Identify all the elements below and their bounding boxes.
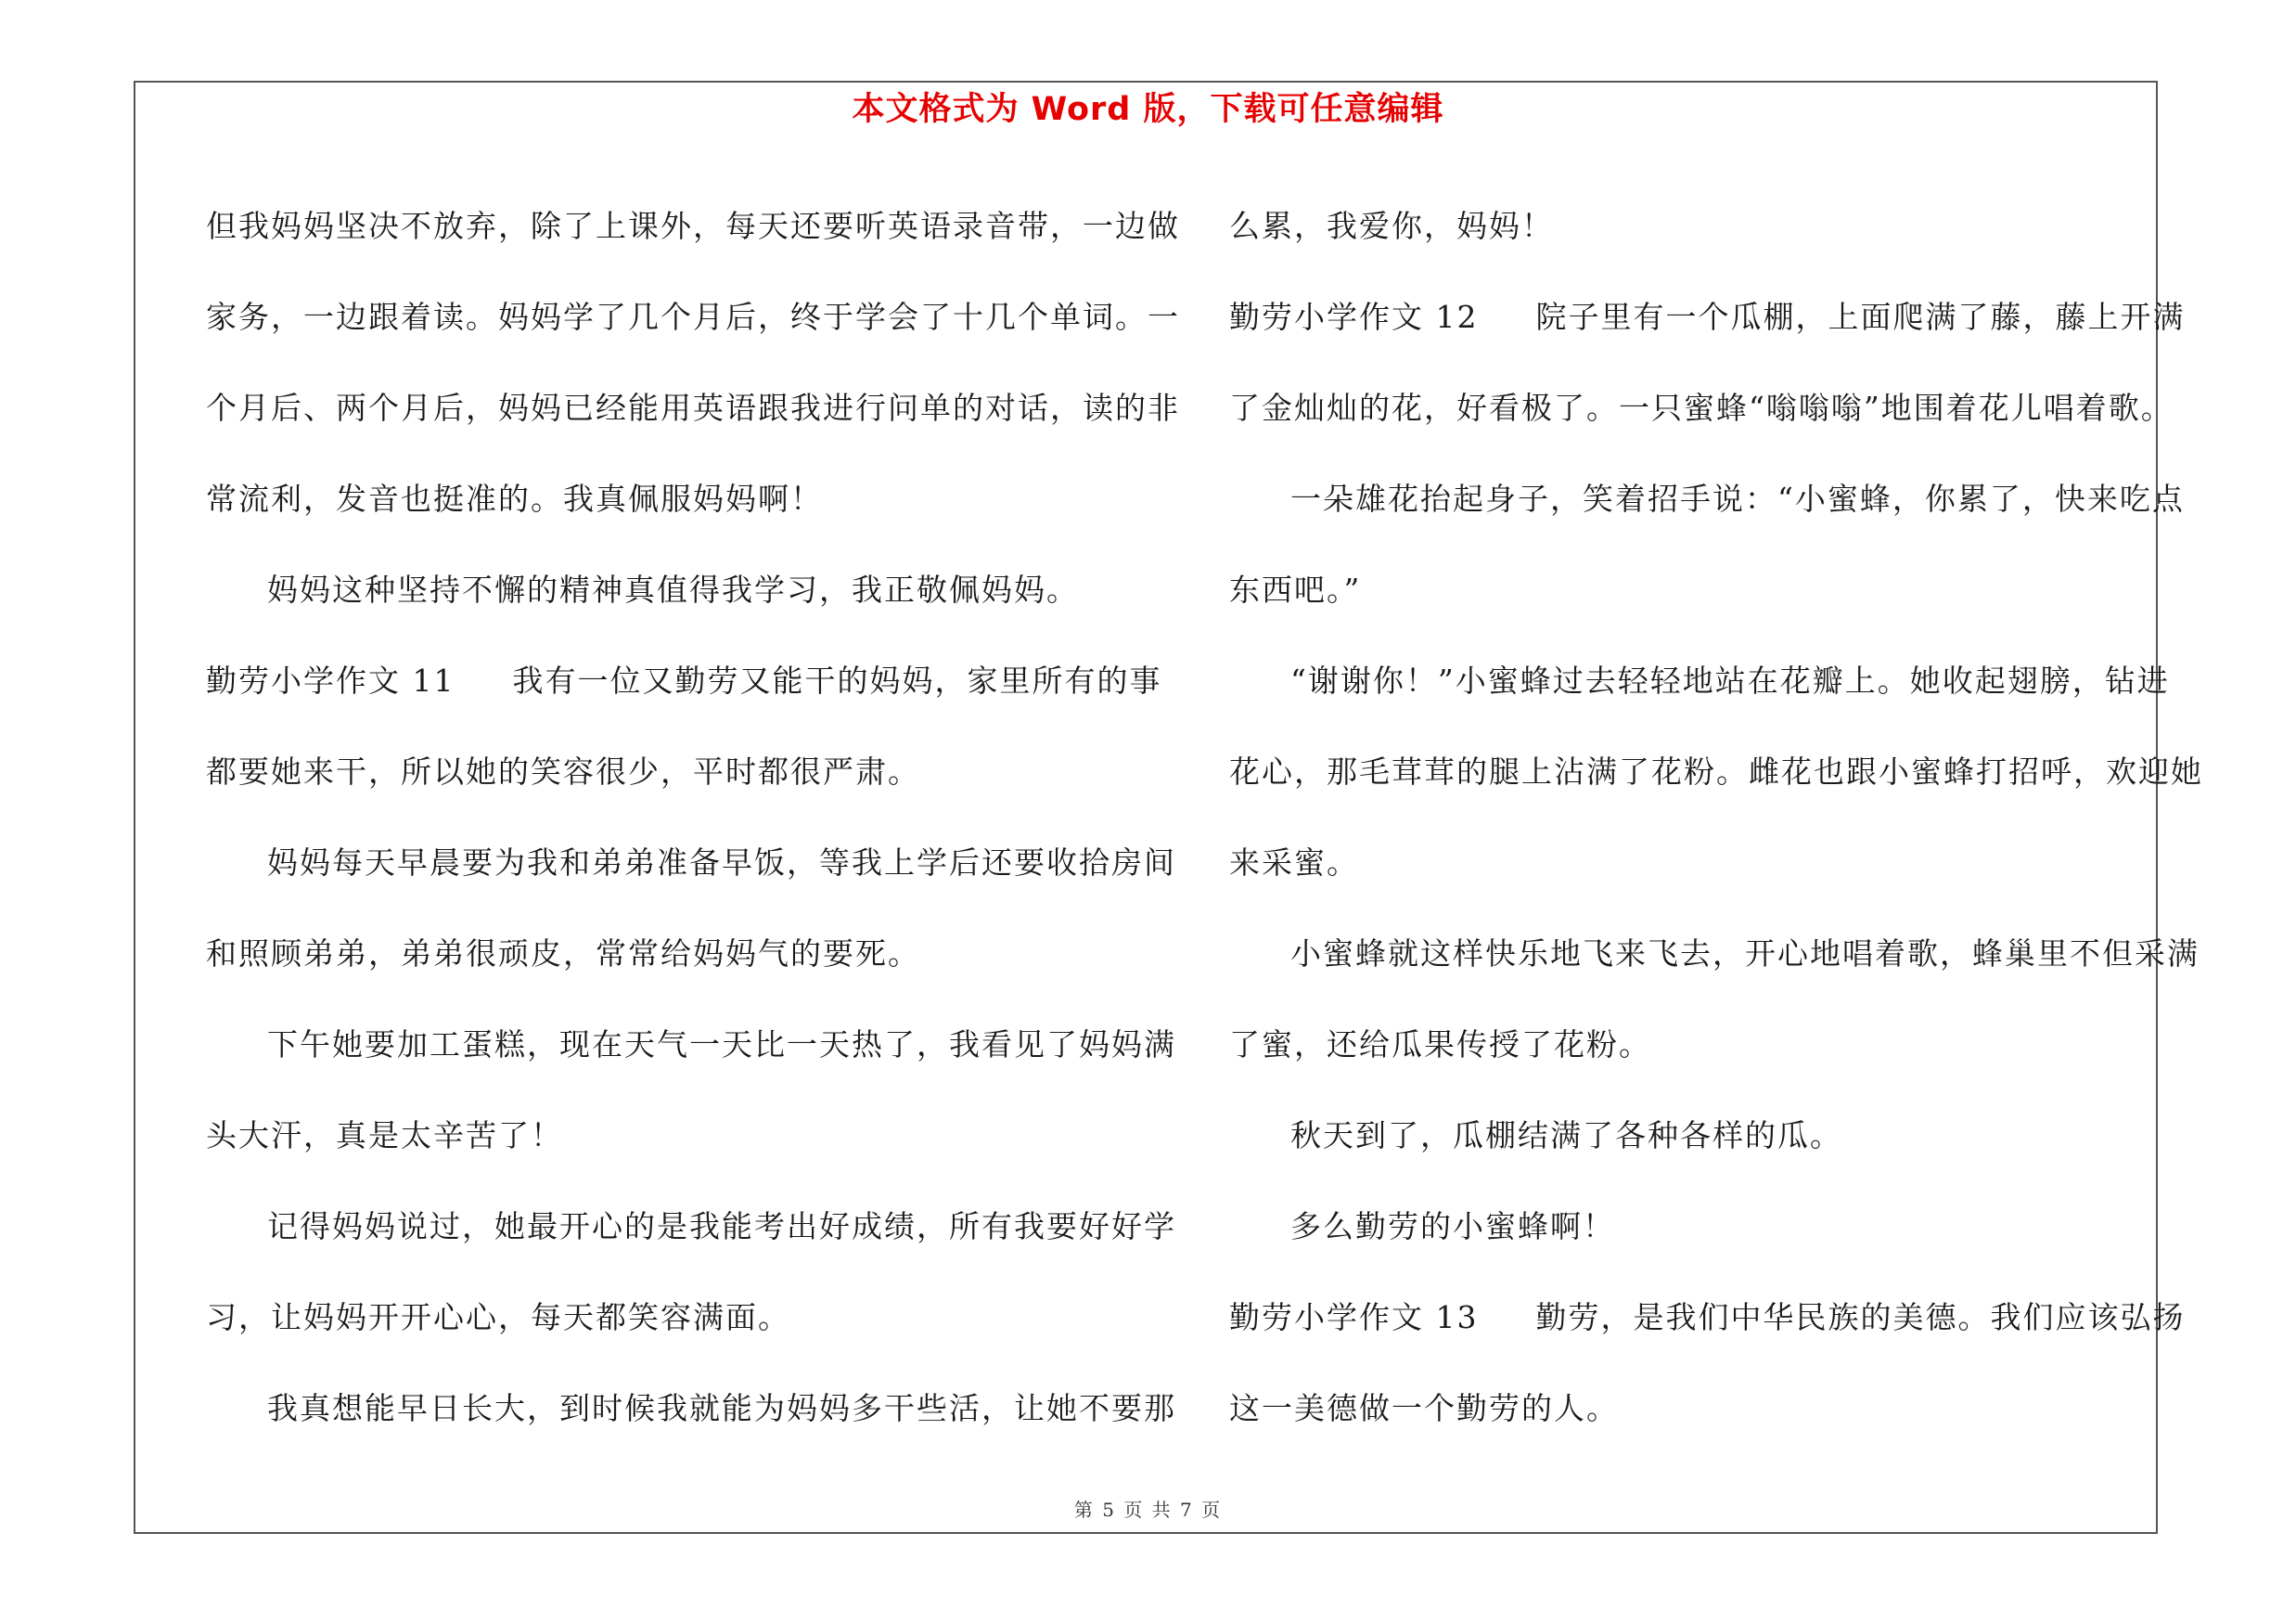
paragraph-line: 一朵雄花抬起身子，笑着招手说：“小蜜蜂，你累了，快来吃点 xyxy=(1290,481,2185,517)
paragraph-line: 习，让妈妈开开心心，每天都笑容满面。 xyxy=(206,1299,790,1335)
paragraph-line: 妈妈每天早晨要为我和弟弟准备早饭，等我上学后还要收拾房间 xyxy=(267,844,1176,881)
essay-first-line: 勤劳，是我们中华民族的美德。我们应该弘扬 xyxy=(1535,1299,2186,1335)
paragraph-line: 妈妈这种坚持不懈的精神真值得我学习，我正敬佩妈妈。 xyxy=(267,572,1079,608)
essay-title: 勤劳小学作文 12 xyxy=(1229,299,1479,335)
essay-title: 勤劳小学作文 13 xyxy=(1229,1299,1479,1335)
essay-first-line: 我有一位又勤劳又能干的妈妈，家里所有的事 xyxy=(512,663,1162,699)
paragraph-line: 这一美德做一个勤劳的人。 xyxy=(1229,1390,1619,1426)
paragraph-line: 东西吧。” xyxy=(1229,572,1362,608)
paragraph-line: 个月后、两个月后，妈妈已经能用英语跟我进行问单的对话，读的非 xyxy=(206,390,1180,426)
paragraph-line: 和照顾弟弟，弟弟很顽皮，常常给妈妈气的要死。 xyxy=(206,935,920,972)
paragraph-line: 都要她来干，所以她的笑容很少，平时都很严肃。 xyxy=(206,754,920,790)
essay-heading-line xyxy=(1229,1272,2186,1363)
paragraph-line: 了金灿灿的花，好看极了。一只蜜蜂“嗡嗡嗡”地围着花儿唱着歌。 xyxy=(1229,390,2174,426)
paragraph-line: 我真想能早日长大，到时候我就能为妈妈多干些活，让她不要那 xyxy=(267,1390,1176,1426)
paragraph-line: 秋天到了，瓜棚结满了各种各样的瓜。 xyxy=(1290,1117,1842,1153)
paragraph-line: 来采蜜。 xyxy=(1229,844,1359,881)
paragraph-line: 但我妈妈坚决不放弃，除了上课外，每天还要听英语录音带，一边做 xyxy=(206,208,1180,244)
paragraph-line: 小蜜蜂就这样快乐地飞来飞去，开心地唱着歌，蜂巢里不但采满 xyxy=(1290,935,2200,972)
left-column xyxy=(206,181,1180,1454)
essay-heading-line xyxy=(1229,272,2186,363)
paragraph-line: 么累，我爱你，妈妈！ xyxy=(1229,208,1554,244)
paragraph-line: 了蜜，还给瓜果传授了花粉。 xyxy=(1229,1026,1651,1063)
essay-title: 勤劳小学作文 11 xyxy=(206,663,455,699)
paragraph-line: 下午她要加工蛋糕，现在天气一天比一天热了，我看见了妈妈满 xyxy=(267,1026,1176,1063)
format-banner: 本文格式为 Word 版，下载可任意编辑 xyxy=(852,91,1444,128)
essay-heading-line xyxy=(206,636,1162,727)
paragraph-line: 常流利，发音也挺准的。我真佩服妈妈啊！ xyxy=(206,481,823,517)
essay-first-line: 院子里有一个瓜棚，上面爬满了藤，藤上开满 xyxy=(1535,299,2186,335)
paragraph-line: 记得妈妈说过，她最开心的是我能考出好成绩，所有我要好好学 xyxy=(267,1208,1176,1244)
right-column xyxy=(1229,181,2203,1454)
page-number: 第 5 页 共 7 页 xyxy=(1073,1499,1223,1521)
paragraph-line: 花心，那毛茸茸的腿上沾满了花粉。雌花也跟小蜜蜂打招呼，欢迎她 xyxy=(1229,754,2203,790)
paragraph-line: “谢谢你！”小蜜蜂过去轻轻地站在花瓣上。她收起翅膀，钻进 xyxy=(1290,663,2170,699)
paragraph-line: 家务，一边跟着读。妈妈学了几个月后，终于学会了十几个单词。一 xyxy=(206,299,1180,335)
paragraph-line: 头大汗，真是太辛苦了！ xyxy=(206,1117,563,1153)
paragraph-line: 多么勤劳的小蜜蜂啊！ xyxy=(1290,1208,1615,1244)
